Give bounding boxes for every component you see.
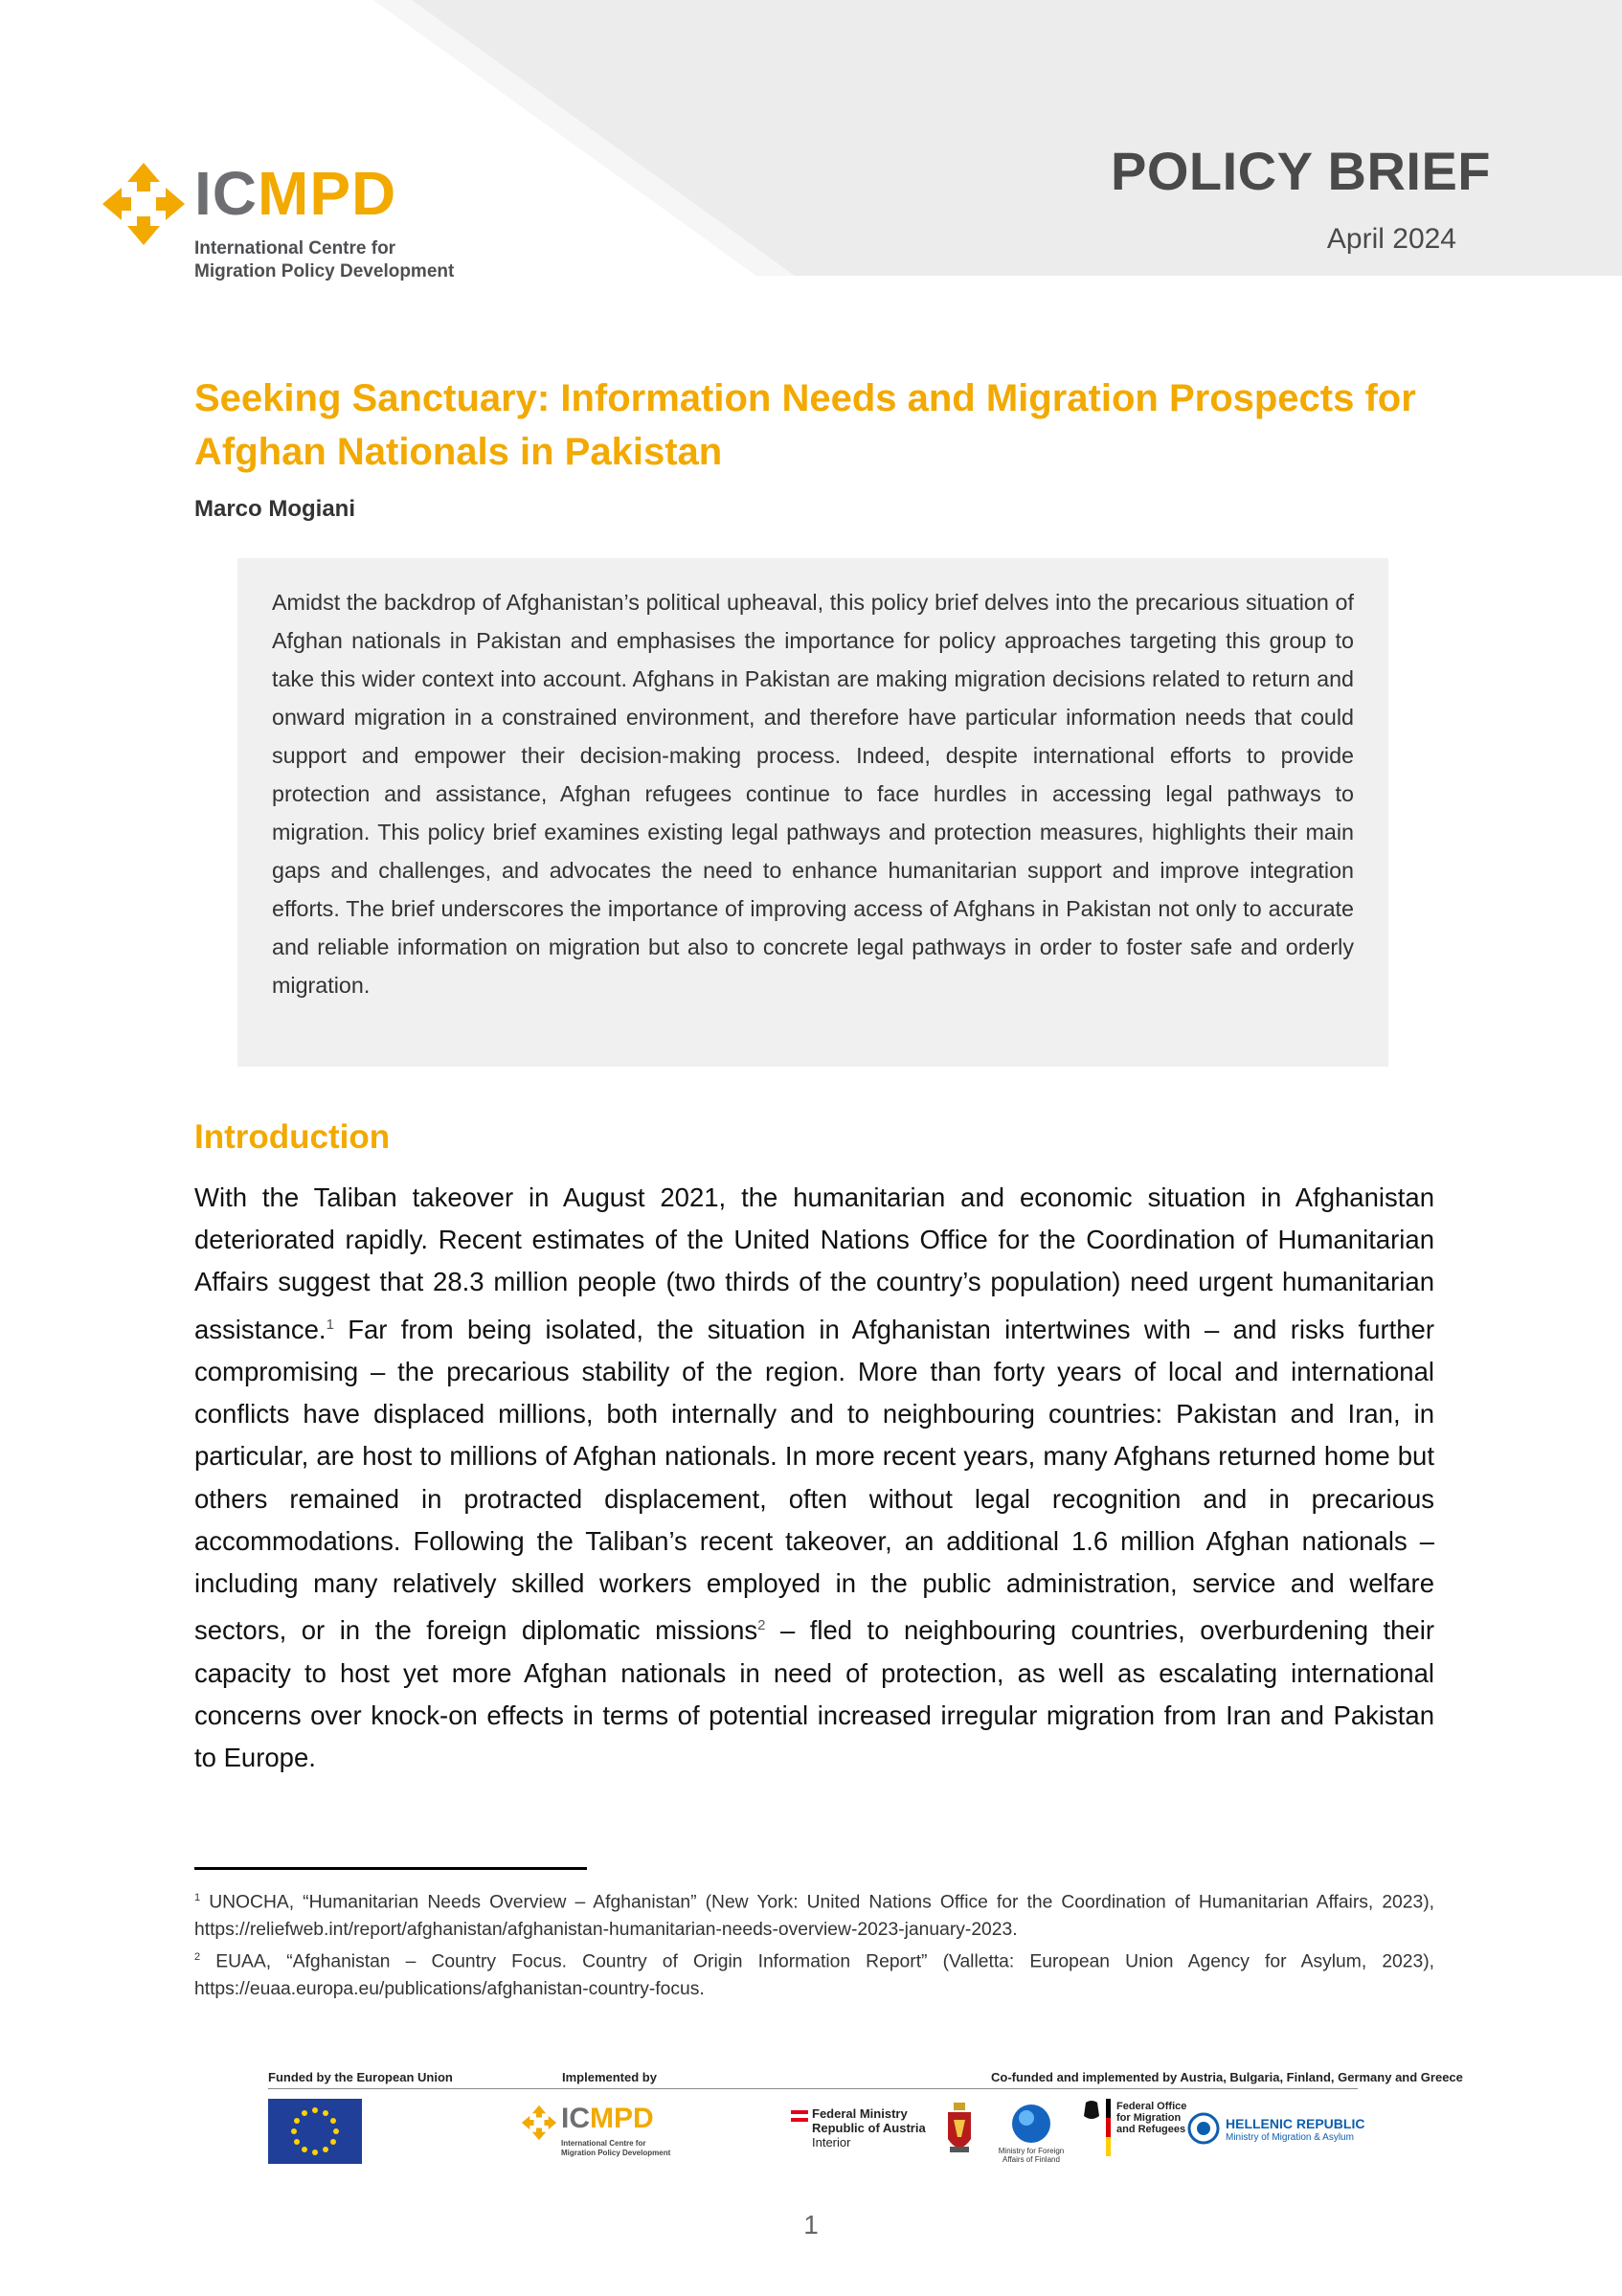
logo-wordmark: ICMPD [194,159,397,228]
sponsor-divider [268,2088,1358,2089]
icmpd-logo [101,159,455,281]
introduction-paragraph: With the Taliban takeover in August 2021, the humanitarian and economic situation in Afghanistan deteriorated rapidly. Recent estimates of the United Nations Office for the Coordination of Humanitarian Affairs suggest that 28.3 million people (two thirds of the country’s population) need urgent humanitarian assistance.$^1$ Far from being isolated, the situation in Afghanistan intertwines with – and risks further compromising – the precarious stability of the region. More than forty years of local and international conflicts have displaced millions, both internally and to neighbouring countries: Pakistan and Iran, in particular, are host to millions of Afghan nationals. In more recent years, many Afghans returned home but others remained in protracted displacement, often without legal recognition and in precarious accommodations. Following the Taliban’s recent takeover, an additional 1.6 million Afghan nationals – including many relatively skilled workers employed in the public administration, service and welfare sectors, or in the foreign diplomatic missions$^2$ – fled to neighbouring countries, overburdening their capacity to host yet more Afghan nationals in need of protection, as well as escalating international concerns over knock-on effects in terms of potential increased irregular migration from Iran and Pakistan to Europe. [194,1182,1434,1772]
cofunded-label: Co-funded and implemented by Austria, Bulgaria, Finland, Germany and Greece [991,2070,1463,2084]
bulgaria-crest-icon [944,2101,975,2158]
doc-date: April 2024 [1326,223,1456,255]
abstract-box [237,558,1388,1067]
austria-flag-icon [791,2110,808,2122]
greece-ministry-logo: HELLENIC REPUBLIC Ministry of Migration & Asylum [1187,2112,1220,2150]
funded-label: Funded by the European Union [268,2070,453,2084]
logo-subtitle: International Centre for Migration Policy Development [194,238,455,281]
abstract-text: Amidst the backdrop of Afghanistan’s political upheaval, this policy brief delves into the precarious situation of Afghan nationals in Pakistan and emphasises the importance for policy approaches targeting this group to take this wider context into account. Afghans in Pakistan are making migration decisions related to return and onward migration in a constrained environment, and therefore have particular information needs that could support and empower their decision-making process. Indeed, despite international efforts to provide protection and assistance, Afghan refugees continue to face hurdles in accessing legal pathways to migration. This policy brief examines existing legal pathways and protection measures, highlights their main gaps and challenges, and advocates the need to enhance humanitarian support and improve integration efforts. The brief underscores the importance of improving access of Afghans in Pakistan not only to accurate and reliable information on migration but also to concrete legal pathways in order to foster safe and orderly migration. [272,590,1354,998]
eu-flag-icon [268,2099,362,2164]
icmpd-arrows-icon [101,161,187,247]
finland-ministry-logo: Ministry for Foreign Affairs of Finland [988,2103,1074,2150]
icmpd-arrows-small-icon [521,2105,557,2141]
doc-type: POLICY BRIEF [1110,141,1491,201]
author: Marco Mogiani [194,496,356,522]
section-heading-introduction: Introduction [194,1118,391,1156]
footnote-divider [194,1867,587,1870]
germany-eagle-flag-icon [1078,2099,1113,2156]
page-number: 1 [803,2210,819,2240]
germany-bamf-logo: Federal Office for Migration and Refugees [1078,2099,1113,2161]
footnotes [194,1884,1434,2004]
footnote-1: $^1$ UNOCHA, “Humanitarian Needs Overview – Afghanistan” (New York: United Nations Office for the Coordination of Humanitarian Affairs, 2023), https://reliefweb.int/report/afghanistan/afghanistan-humanitarian-needs-overview-2023-january-2023. [194,1892,1434,1940]
icmpd-small-logo: ICMPD International Centre for Migration Policy Development [521,2105,557,2146]
finland-globe-icon [988,2103,1074,2145]
footnote-2: $^2$ EUAA, “Afghanistan – Country Focus. Country of Origin Information Report” (Valletta: European Union Agency for Asylum, 2023), https://euaa.europa.eu/publications/afghanistan-country-focus. [194,1951,1434,2000]
footnote-ref-1[interactable]: 1 [326,1316,334,1333]
greece-emblem-icon [1187,2112,1220,2145]
page-title: Seeking Sanctuary: Information Needs and Migration Prospects for Afghan Nationals in Pakistan [194,377,1416,473]
implemented-label: Implemented by [562,2070,657,2084]
footnote-ref-2[interactable]: 2 [757,1617,766,1634]
